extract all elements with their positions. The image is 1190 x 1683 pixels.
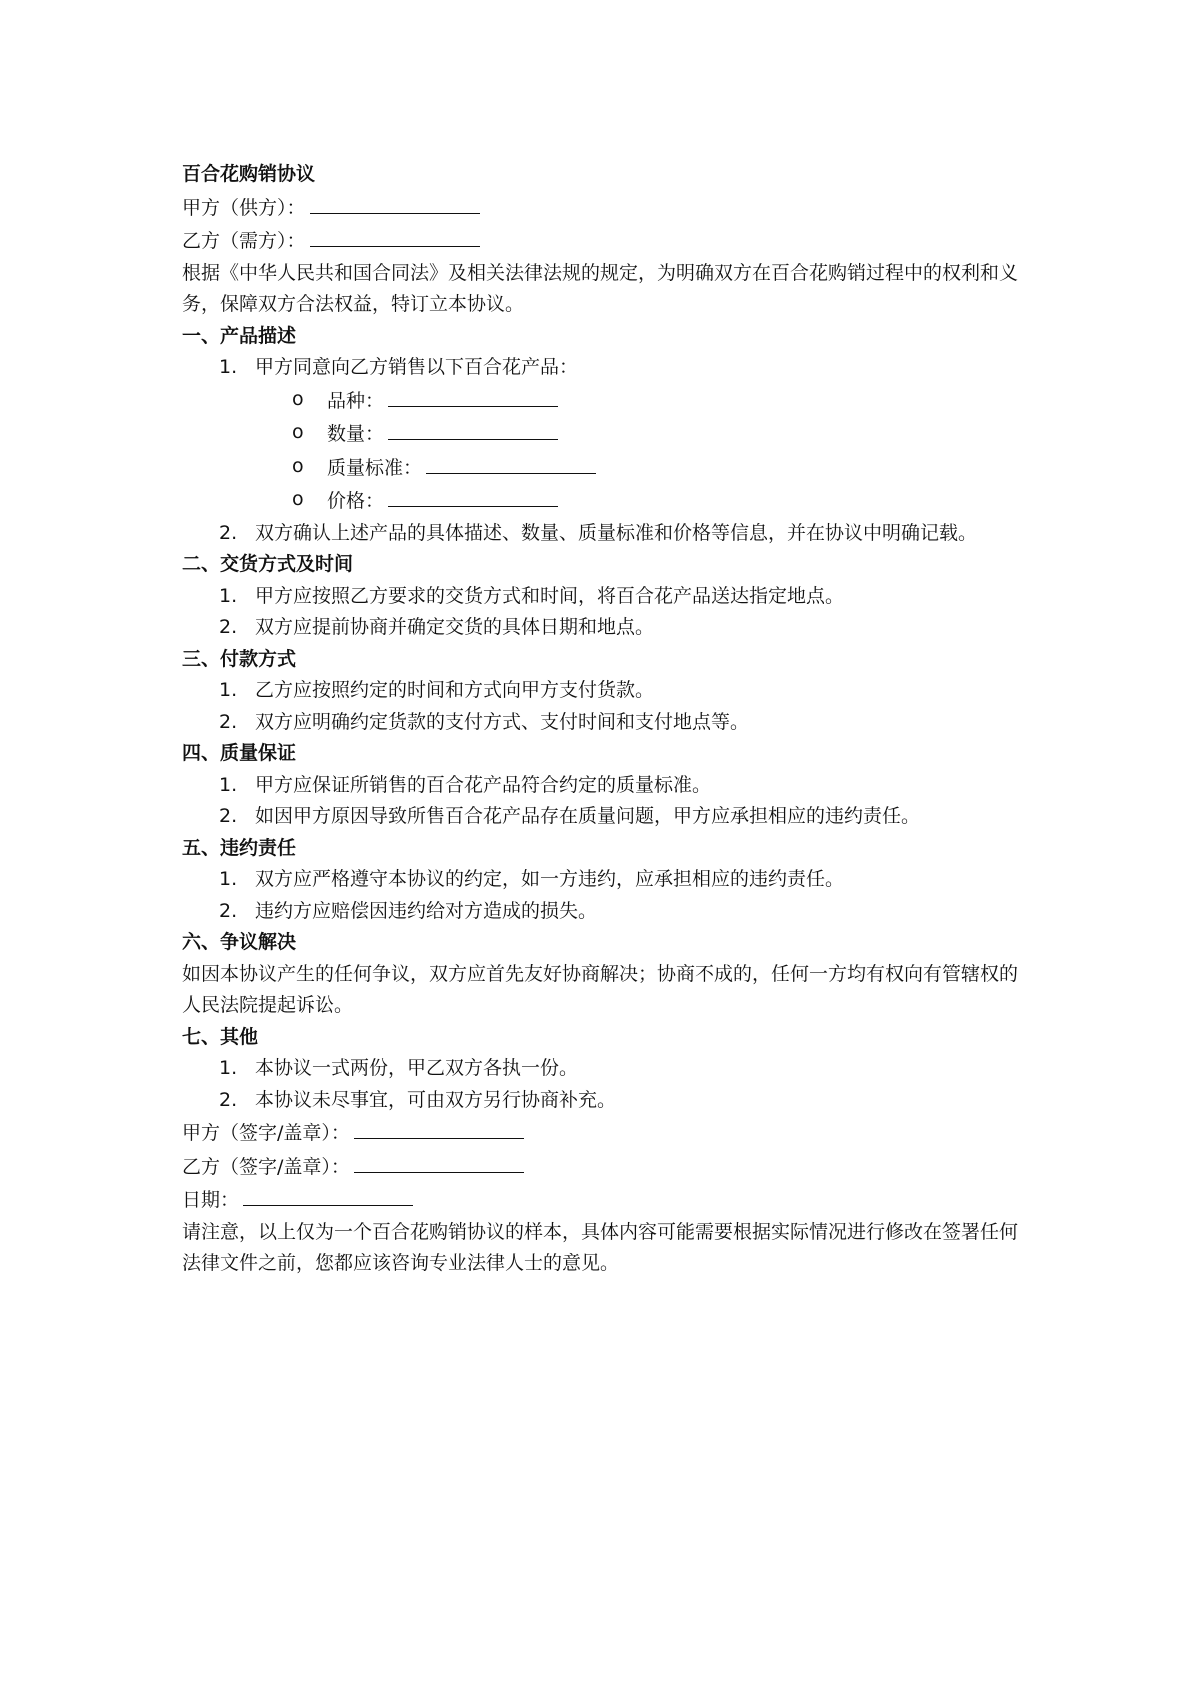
dispute-paragraph: 如因本协议产生的任何争议，双方应首先友好协商解决；协商不成的，任何一方均有权向有管辖权的人民法院提起诉讼。 <box>182 962 1019 1016</box>
signature-b-line <box>182 1150 1032 1184</box>
list-item <box>182 612 1032 644</box>
party-b-label: 乙方（需方）： <box>182 230 306 252</box>
list-item <box>182 801 1032 833</box>
list-number: 1. <box>219 773 238 796</box>
list-item-text: 甲方应保证所销售的百合花产品符合约定的质量标准。 <box>255 773 712 796</box>
section-heading-quality: 四、质量保证 <box>182 742 297 764</box>
sub-item-quantity <box>182 417 1032 451</box>
list-item <box>182 352 1032 384</box>
breach-list <box>182 864 1032 927</box>
bullet-marker: o <box>292 421 304 443</box>
list-item-text: 双方应严格遵守本协议的约定，如一方违约，应承担相应的违约责任。 <box>255 868 845 890</box>
list-item-text: 本协议未尽事宜，可由双方另行协商补充。 <box>255 1088 617 1111</box>
variety-blank <box>388 384 558 407</box>
party-b-blank <box>310 224 480 247</box>
list-item <box>182 581 1032 613</box>
list-item-text: 双方应提前协商并确定交货的具体日期和地点。 <box>255 616 655 638</box>
list-item <box>182 707 1032 739</box>
section-heading-product: 一、产品描述 <box>182 324 297 347</box>
section-heading-payment: 三、付款方式 <box>182 647 297 670</box>
list-item-text: 甲方同意向乙方销售以下百合花产品： <box>255 356 579 378</box>
list-item <box>182 675 1032 707</box>
payment-list <box>182 675 1032 738</box>
signature-a-line <box>182 1116 1032 1150</box>
list-number: 2. <box>219 899 238 922</box>
list-number: 2. <box>219 1088 238 1111</box>
signature-a-blank <box>354 1116 524 1139</box>
list-item-text: 乙方应按照约定的时间和方式向甲方支付货款。 <box>255 679 655 701</box>
party-a-blank <box>310 191 480 214</box>
intro-paragraph: 根据《中华人民共和国合同法》及相关法律法规的规定，为明确双方在百合花购销过程中的权利和义务，保障双方合法权益，特订立本协议。 <box>182 261 1019 315</box>
list-number: 1. <box>219 1057 238 1079</box>
section-heading-dispute: 六、争议解决 <box>182 931 297 953</box>
quality-list <box>182 770 1032 833</box>
list-item <box>182 518 1032 550</box>
party-a-line <box>182 191 1032 225</box>
party-a-label: 甲方（供方）： <box>182 196 306 219</box>
quantity-label: 数量： <box>327 423 385 445</box>
party-b-line <box>182 224 1032 258</box>
delivery-list <box>182 581 1032 644</box>
quality-blank <box>426 451 596 474</box>
list-item-text: 如因甲方原因导致所售百合花产品存在质量问题，甲方应承担相应的违约责任。 <box>255 805 921 827</box>
list-item <box>182 864 1032 896</box>
bullet-marker: o <box>292 454 304 477</box>
bullet-marker: o <box>292 387 304 410</box>
list-number: 2. <box>219 805 238 827</box>
section-heading-delivery: 二、交货方式及时间 <box>182 553 354 575</box>
quality-label: 质量标准： <box>327 456 423 479</box>
document-title: 百合花购销协议 <box>182 163 316 185</box>
price-label: 价格： <box>327 490 385 512</box>
list-item-text: 本协议一式两份，甲乙双方各执一份。 <box>255 1057 579 1079</box>
price-blank <box>388 484 558 507</box>
list-number: 2. <box>219 710 238 733</box>
sub-item-price <box>182 484 1032 518</box>
sub-item-variety <box>182 384 1032 418</box>
signature-b-blank <box>354 1150 524 1173</box>
list-item <box>182 770 1032 802</box>
list-item-text: 违约方应赔偿因违约给对方造成的损失。 <box>255 899 598 922</box>
list-number: 1. <box>219 679 238 701</box>
variety-label: 品种： <box>327 389 385 412</box>
list-number: 2. <box>219 616 238 638</box>
date-line <box>182 1183 1032 1217</box>
list-item-text: 双方应明确约定货款的支付方式、支付时间和支付地点等。 <box>255 710 750 733</box>
date-blank <box>243 1183 413 1206</box>
list-item-text: 双方确认上述产品的具体描述、数量、质量标准和价格等信息，并在协议中明确记载。 <box>255 521 978 544</box>
list-item <box>182 1053 1032 1085</box>
list-item <box>182 896 1032 928</box>
quantity-blank <box>388 417 558 440</box>
list-number: 2. <box>219 521 238 544</box>
section-heading-other: 七、其他 <box>182 1025 259 1048</box>
closing-note: 请注意，以上仅为一个百合花购销协议的样本，具体内容可能需要根据实际情况进行修改在签署任何法律文件之前，您都应该咨询专业法律人士的意见。 <box>182 1220 1019 1274</box>
bullet-marker: o <box>292 488 304 510</box>
signature-b-label: 乙方（签字/盖章）： <box>182 1155 350 1178</box>
document-body <box>182 159 1032 1280</box>
list-item <box>182 1085 1032 1117</box>
product-list <box>182 352 1032 384</box>
list-item-text: 甲方应按照乙方要求的交货方式和时间，将百合花产品送达指定地点。 <box>255 584 845 607</box>
product-list-continued <box>182 518 1032 550</box>
other-list <box>182 1053 1032 1116</box>
signature-a-label: 甲方（签字/盖章）： <box>182 1122 350 1144</box>
section-heading-breach: 五、违约责任 <box>182 836 297 859</box>
date-label: 日期： <box>182 1189 240 1211</box>
list-number: 1. <box>219 584 238 607</box>
sub-item-quality <box>182 451 1032 485</box>
list-number: 1. <box>219 356 238 378</box>
list-number: 1. <box>219 868 238 890</box>
